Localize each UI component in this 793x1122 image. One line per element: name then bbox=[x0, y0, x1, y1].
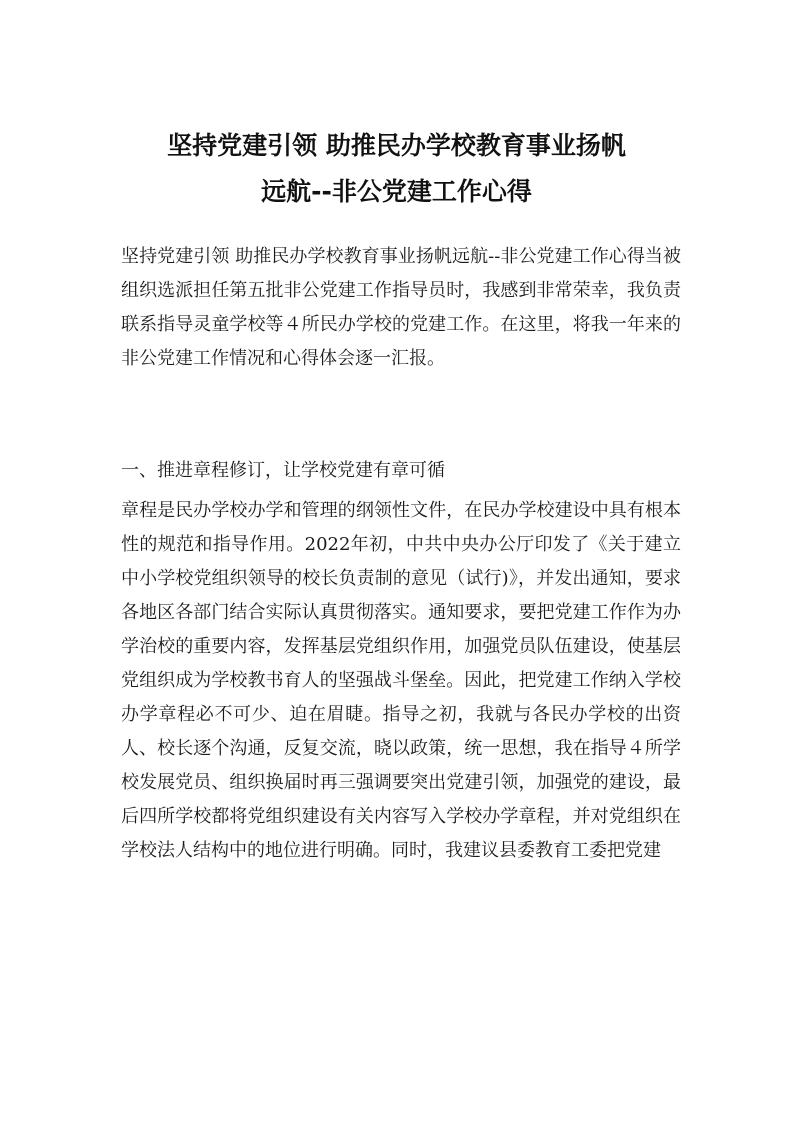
intro-paragraph: 坚持党建引领 助推民办学校教育事业扬帆远航--非公党建工作心得当被组织选派担任第五批非公党建工作指导员时，我感到非常荣幸，我负责联系指导灵童学校等４所民办学校的党建工作。在这里，将我一年来的非公党建工作情况和心得体会逐一汇报。 bbox=[121, 246, 681, 369]
section-heading: 一、推进章程修订，让学校党建有章可循 bbox=[121, 460, 445, 481]
body-paragraph: 章程是民办学校办学和管理的纲领性文件，在民办学校建设中具有根本性的规范和指导作用。2022年初，中共中央办公厅印发了《关于建立中小学校党组织领导的校长负责制的意见（试行)》，并发出通知，要求各地区各部门结合实际认真贯彻落实。通知要求，要把党建工作作为办学治校的重要内容，发挥基层党组织作用，加强党员队伍建设，使基层党组织成为学校教书育人的坚强战斗堡垒。因此，把党建工作纳入学校办学章程必不可少、迫在眉睫。指导之初，我就与各民办学校的出资人、校长逐个沟通，反复交流，晓以政策，统一思想，我在指导４所学校发展党员、组织换届时再三强调要突出党建引领，加强党的建设，最后四所学校都将党组织建设有关内容写入学校办学章程，并对党组织在学校法人结构中的地位进行明确。同时，我建议县委教育工委把党建 bbox=[121, 500, 681, 861]
document-title-line-2: 远航--非公党建工作心得 bbox=[261, 177, 532, 206]
document-title-line-1: 坚持党建引领 助推民办学校教育事业扬帆 bbox=[167, 131, 626, 160]
